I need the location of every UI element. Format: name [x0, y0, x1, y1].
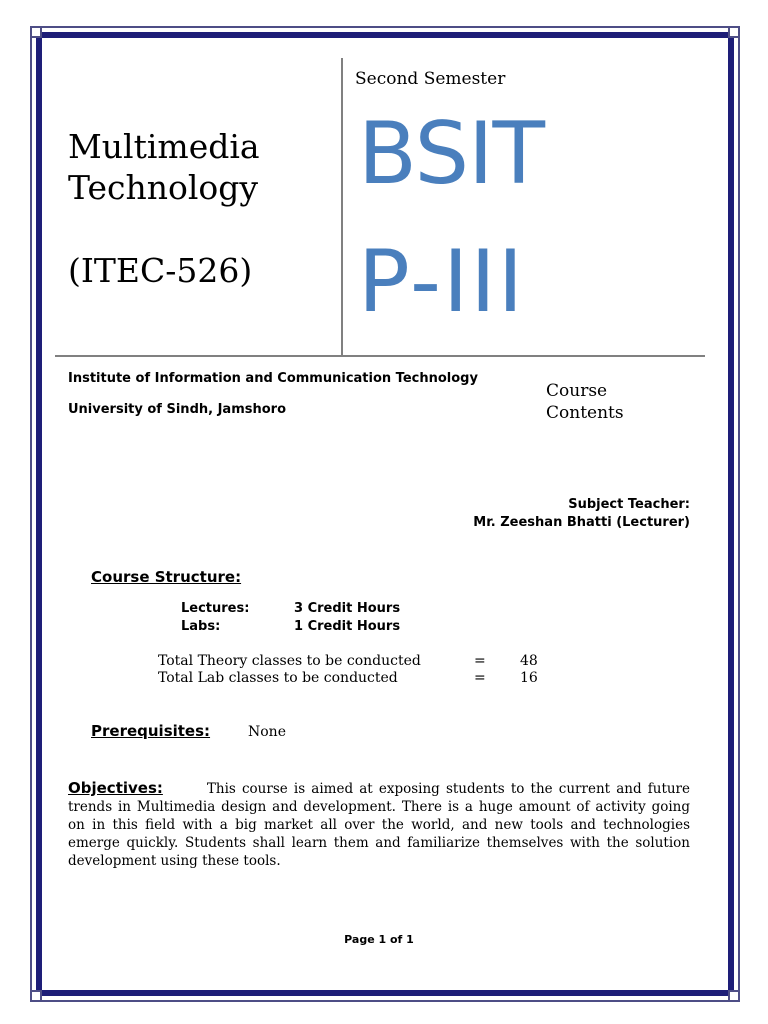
theory-classes-label: Total Theory classes to be conducted	[158, 653, 421, 669]
objectives-heading: Objectives:	[68, 779, 163, 797]
objectives-text: This course is aimed at exposing students to the current and future trends in Multimedia design and development. There is a huge amount of activity going on in this field with a big market all over the world, and new tools and technologies emerge quickly. Students shall learn them and familiarize themselves with the solution development using these tools.	[68, 781, 690, 869]
program-part: P-III	[358, 232, 526, 332]
teacher-name: Mr. Zeeshan Bhatti (Lecturer)	[473, 515, 690, 530]
lectures-label: Lectures:	[181, 601, 250, 616]
page-number: Page 1 of 1	[344, 933, 414, 946]
course-structure-heading: Course Structure:	[91, 568, 242, 586]
labs-value: 1 Credit Hours	[294, 619, 401, 634]
institute-name: Institute of Information and Communication Technology	[68, 371, 478, 386]
course-code: (ITEC-526)	[68, 251, 253, 290]
labs-label: Labs:	[181, 619, 221, 634]
lectures-value: 3 Credit Hours	[294, 601, 401, 616]
objectives-paragraph	[68, 779, 690, 870]
header-horizontal-divider	[55, 355, 705, 357]
lab-classes-value: 16	[520, 670, 538, 686]
header-vertical-divider	[341, 58, 343, 356]
lab-classes-equals: =	[474, 670, 486, 686]
university-name: University of Sindh, Jamshoro	[68, 402, 287, 417]
border-corner-bottom-left	[30, 990, 42, 1002]
course-title: Multimedia Technology	[68, 127, 260, 207]
teacher-label: Subject Teacher:	[568, 497, 690, 512]
lab-classes-label: Total Lab classes to be conducted	[158, 670, 398, 686]
semester-label: Second Semester	[355, 69, 506, 89]
document-type: Course Contents	[546, 381, 624, 423]
border-corner-top-left	[30, 26, 42, 38]
border-corner-bottom-right	[728, 990, 740, 1002]
theory-classes-value: 48	[520, 653, 538, 669]
prerequisites-heading: Prerequisites:	[91, 722, 211, 740]
theory-classes-equals: =	[474, 653, 486, 669]
program-name: BSIT	[358, 104, 544, 204]
prerequisites-value: None	[248, 724, 286, 740]
border-corner-top-right	[728, 26, 740, 38]
